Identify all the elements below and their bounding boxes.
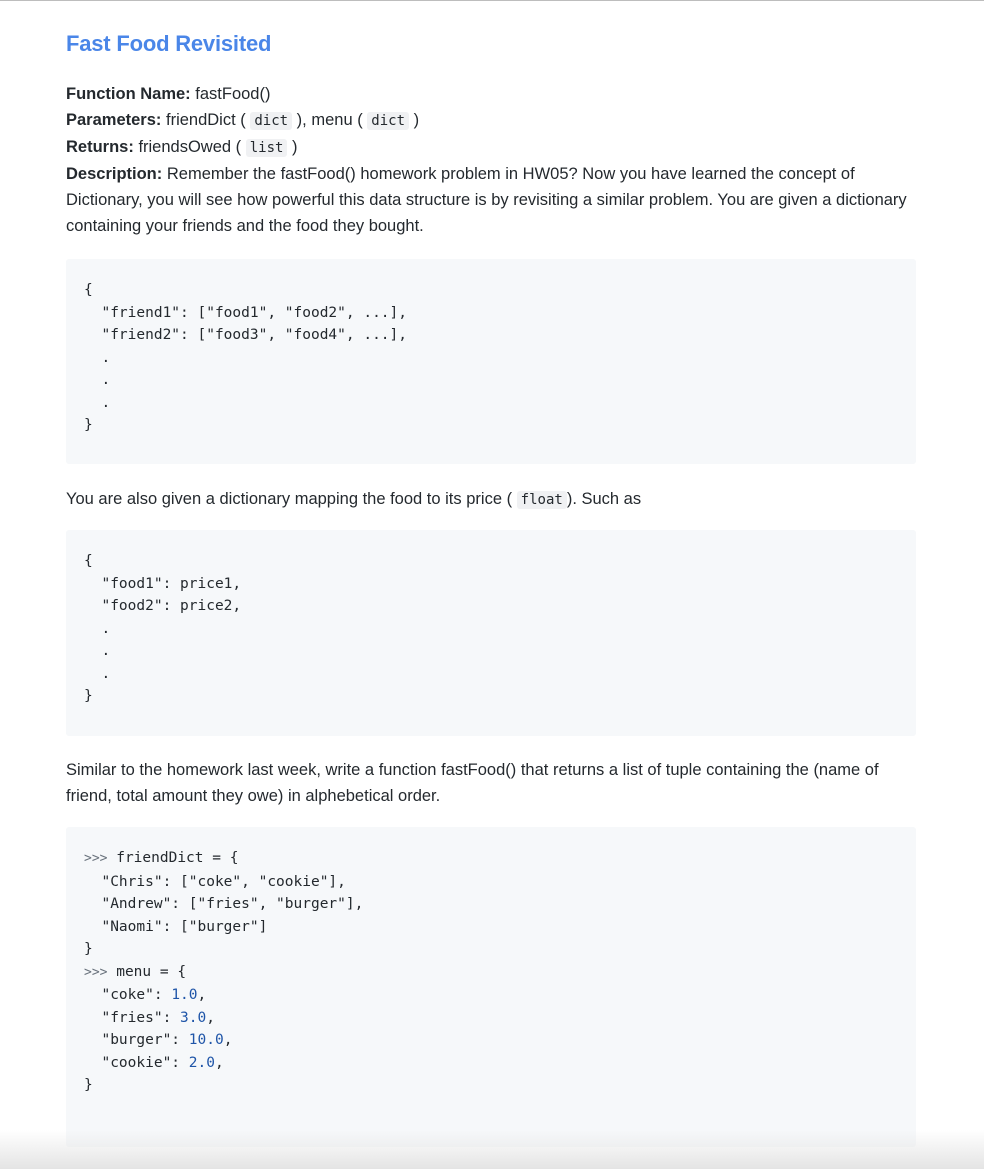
bottom-fade [0, 1130, 984, 1169]
price-paragraph-text: You are also given a dictionary mapping the food to its price ( [66, 490, 513, 508]
example-code: >>> friendDict = { "Chris": ["coke", "cookie"], "Andrew": ["fries", "burger"], "Naomi": ["burger"] } >>> menu = { "coke": 1.0, "fries": 3.0, "burger": 10.0, "cookie": 2.0, } [84, 850, 364, 1093]
function-meta [66, 81, 916, 239]
menu-dict-code-block [66, 530, 916, 736]
example-code-block [66, 827, 916, 1147]
returns-type: list [246, 139, 288, 157]
function-name-label: Function Name: [66, 85, 191, 103]
price-paragraph-end: ). Such as [566, 490, 642, 508]
param1-type: dict [250, 112, 292, 130]
function-name-line [66, 81, 916, 107]
description-text: Remember the fastFood() homework problem in HW05? Now you have learned the concept of Dictionary, you will see how powerful this data structure is by revisiting a similar problem. You are given a dictionary containing your friends and the food they bought. [66, 165, 907, 235]
price-paragraph [66, 486, 916, 513]
parameters-label: Parameters: [66, 111, 162, 129]
friend-dict-code: { "friend1": ["food1", "food2", ...], "friend2": ["food3", "food4", ...], . . . } [84, 282, 408, 433]
task-paragraph: Similar to the homework last week, write a function fastFood() that returns a list of tuple containing the (name of friend, total amount they owe) in alphebetical order. [66, 761, 879, 805]
returns-value: friendsOwed [138, 138, 232, 156]
repl-prompt: >>> [84, 851, 108, 866]
friend-dict-code-block [66, 259, 916, 464]
repl-prompt: >>> [84, 964, 108, 980]
returns-label: Returns: [66, 138, 134, 156]
param2-type: dict [367, 112, 409, 130]
float-type: float [517, 491, 567, 509]
parameters-line: Parameters: friendDict ( dict ), menu ( dict ) [66, 111, 420, 129]
description-line [66, 161, 916, 239]
param1-name: friendDict [165, 111, 236, 129]
page-title: Fast Food Revisited [66, 31, 272, 56]
description-label: Description: [66, 165, 163, 183]
menu-dict-code: { "food1": price1, "food2": price2, . . . } [84, 553, 242, 704]
function-name-value: fastFood() [195, 85, 271, 103]
top-border [0, 0, 984, 1]
param2-name: , menu [302, 111, 353, 129]
returns-line: Returns: friendsOwed ( list ) [66, 138, 298, 156]
